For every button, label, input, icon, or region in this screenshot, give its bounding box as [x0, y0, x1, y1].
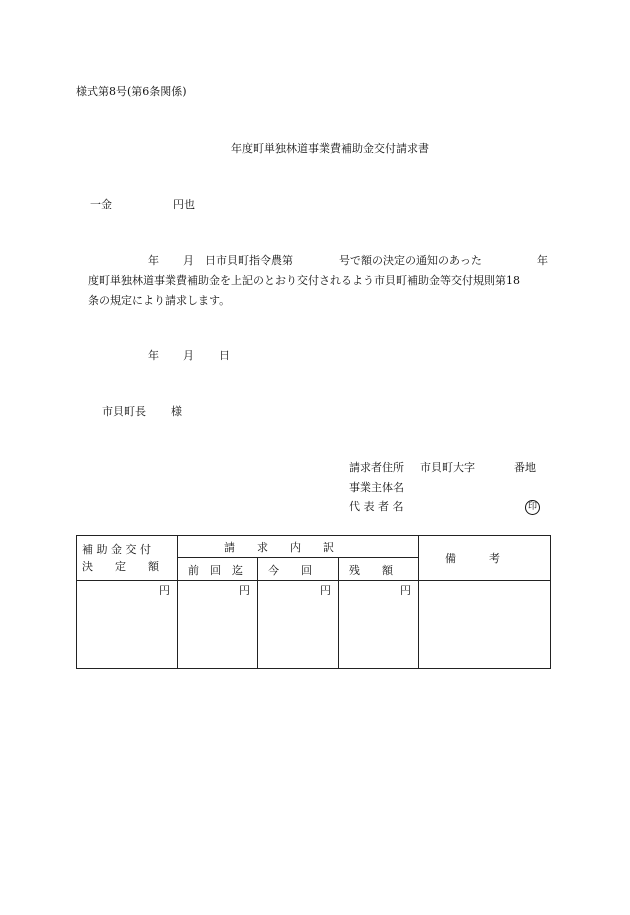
- request-breakdown-header-cell: [178, 536, 419, 558]
- request-table: [76, 535, 551, 669]
- applicant-address-suffix: 番地: [514, 461, 536, 474]
- remaining-header-cell: [339, 558, 419, 581]
- applicant-entity-label: 事業主体名: [349, 481, 404, 494]
- applicant-rep-label: 代 表 者 名: [349, 500, 404, 513]
- date-year: 年: [148, 349, 159, 362]
- date-day: 日: [219, 349, 230, 362]
- date-month: 月: [183, 349, 194, 362]
- amount-suffix: 円也: [173, 198, 195, 211]
- amount-prefix: 一金: [90, 198, 112, 211]
- grant-amount-header-line1: 補 助 金 交 付: [82, 543, 151, 556]
- applicant-address-value: 市貝町大字: [420, 461, 475, 474]
- addressee-honorific: 様: [171, 405, 182, 418]
- unit-yen: 円: [320, 584, 331, 597]
- unit-yen: 円: [159, 584, 170, 597]
- document-title: 年度町単独林道事業費補助金交付請求書: [231, 142, 429, 155]
- remarks-header: 備 考: [445, 552, 501, 565]
- grant-amount-header-line2: 決 定 額: [82, 560, 159, 573]
- body-month: 月: [183, 254, 194, 267]
- form-number: 様式第8号(第6条関係): [76, 85, 187, 98]
- grant-amount-header-cell: [77, 536, 178, 581]
- current-cell: [258, 581, 339, 669]
- body-day-text: 日市貝町指令農第: [205, 254, 293, 267]
- previous-header-cell: [178, 558, 258, 581]
- request-breakdown-header: 請 求 内 訳: [224, 541, 334, 554]
- current-header: 今 回: [268, 564, 312, 577]
- seal-icon: 印: [525, 500, 540, 515]
- remaining-cell: [339, 581, 419, 669]
- current-header-cell: [258, 558, 339, 581]
- previous-header: 前 回 迄: [188, 564, 243, 577]
- unit-yen: 円: [400, 584, 412, 597]
- unit-yen: 円: [239, 584, 250, 597]
- seal-mark: [525, 500, 540, 515]
- addressee-name: 市貝町長: [102, 405, 146, 418]
- previous-cell: [178, 581, 258, 669]
- body-line-3: 条の規定により請求します。: [88, 294, 231, 307]
- remarks-cell: [419, 581, 551, 669]
- body-line-2: 度町単独林道事業費補助金を上記のとおり交付されるよう市貝町補助金等交付規則第18: [88, 274, 520, 287]
- body-year: 年: [148, 254, 159, 267]
- grant-amount-cell: [77, 581, 178, 669]
- applicant-address-label: 請求者住所: [349, 461, 404, 474]
- remaining-header: 残 額: [349, 564, 393, 577]
- body-year2: 年: [537, 254, 548, 267]
- remarks-header-cell: [419, 536, 551, 581]
- body-no-text: 号で額の決定の通知のあった: [339, 254, 482, 267]
